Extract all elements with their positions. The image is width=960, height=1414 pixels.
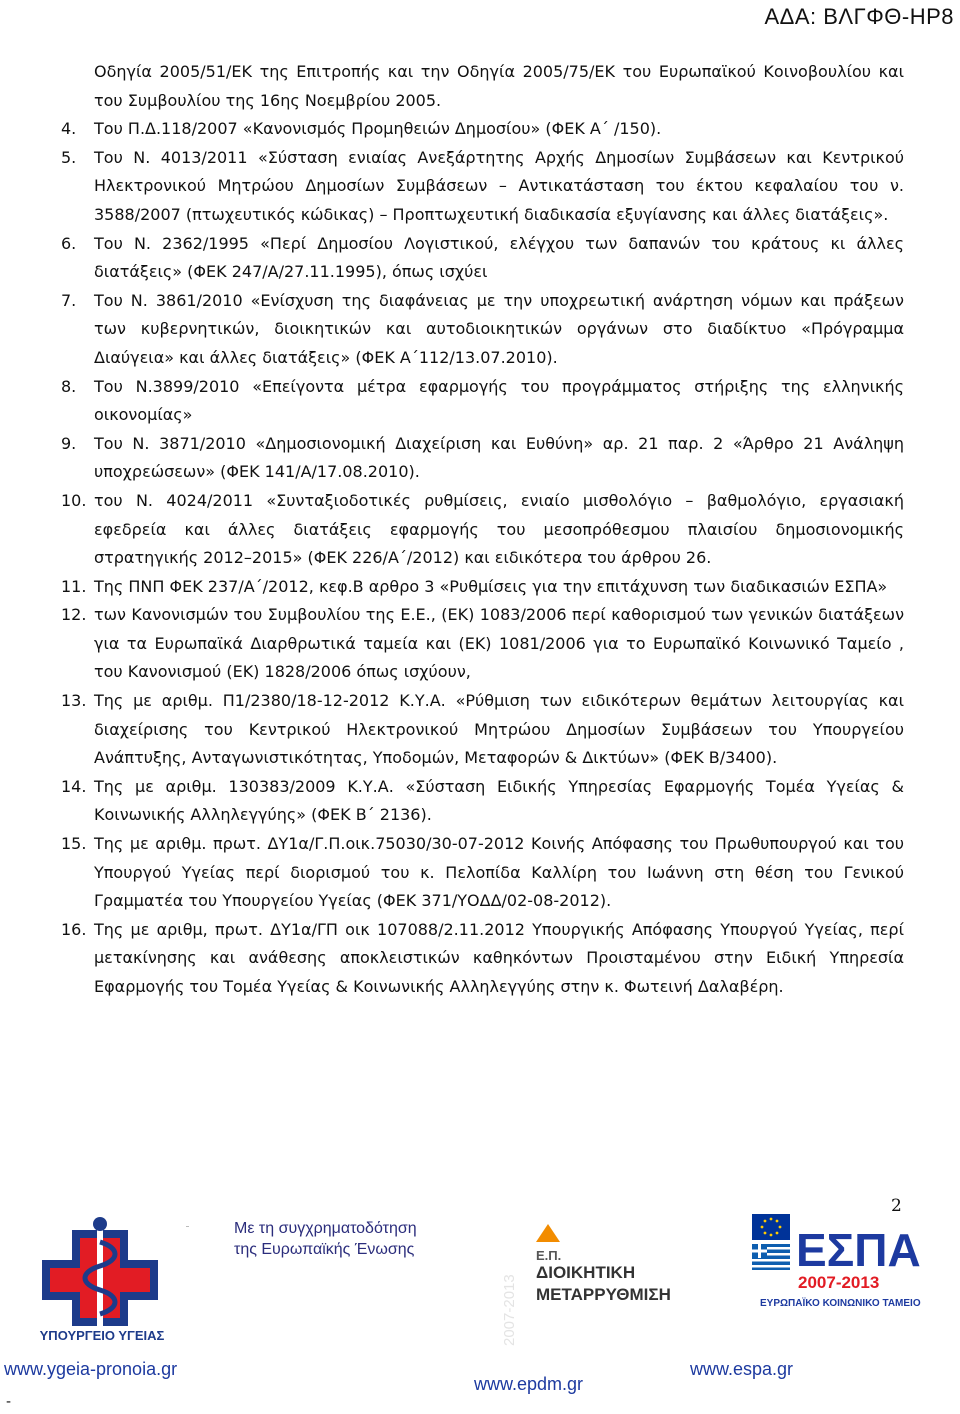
list-item-number: 6. <box>61 233 77 253</box>
espa-years: 2007-2013 <box>798 1273 880 1292</box>
espa-fund: ΕΥΡΩΠΑΪΚΟ ΚΟΙΝΩΝΙΚΟ ΤΑΜΕΙΟ <box>760 1298 921 1309</box>
list-item <box>0 144 960 230</box>
list-item-text: του Ν. 4024/2011 «Συνταξιοδοτικές ρυθμίσεις, ενιαίο μισθολόγιο – βαθμολόγιο, εργασιακή εφεδρεία και άλλες διατάξεις εφαρμογής του μεσοπρόθεσμου πλαισίου δημοσιονομικής στρατηγικής 2012–2015» (ΦΕΚ 226/Α΄/2012) και ειδικότερα του άρθρου 26. <box>94 490 904 568</box>
list-item <box>0 687 960 773</box>
list-item-text: Του Ν. 3871/2010 «Δημοσιονομική Διαχείριση και Ευθύνη» αρ. 21 παρ. 2 «Άρθρο 21 Ανάληψη υποχρεώσεων» (ΦΕΚ 141/Α/17.08.2010). <box>94 433 904 482</box>
list-item-number: 14. <box>61 776 87 796</box>
list-item-text: Του Ν.3899/2010 «Επείγοντα μέτρα εφαρμογής του προγράμματος στήριξης της ελληνικής οικονομίας» <box>94 376 904 425</box>
list-item-number: 16. <box>61 919 87 939</box>
list-item-text: Της με αριθμ. 130383/2009 Κ.Υ.Α. «Σύσταση Ειδικής Υπηρεσίας Εφαρμογής Τομέα Υγείας & Κοινωνικής Αλληλεγγύης» (ΦΕΚ Β΄ 2136). <box>94 776 904 825</box>
ministry-of-health-logo <box>14 1212 186 1352</box>
list-item-number: 12. <box>61 605 87 625</box>
list-item <box>0 601 960 687</box>
document-body <box>0 58 960 1002</box>
list-item-number: 9. <box>61 433 77 453</box>
list-item-number: 15. <box>61 834 87 854</box>
list-item <box>0 287 960 373</box>
espa-title: ΕΣΠΑ <box>796 1224 921 1276</box>
list-item-text: Της με αριθμ, πρωτ. ΔΥ1α/ΓΠ οικ 107088/2.11.2012 Υπουργικής Απόφασης Υπουργού Υγείας, περί μετακίνησης και ανάθεσης αποκλειστικών καθηκόντων Προισταμένου στην Ειδική Υπηρεσία Εφαρμογής του Τομέα Υγείας & Κοινωνικής Αλληλεγγύης στην κ. Φωτεινή Δαλαβέρη. <box>94 919 904 996</box>
cofunding-text <box>234 1218 417 1260</box>
list-item-text: Του Ν. 4013/2011 «Σύσταση ενιαίας Ανεξάρτητης Αρχής Δημοσίων Συμβάσεων και Κεντρικού Ηλεκτρονικού Μητρώου Δημοσίων Συμβάσεων – Αντικατάσταση του έκτου κεφαλαίου του ν. 3588/2007 (πτωχευτικός κώδικας) – Προπτωχευτική διαδικασία εξυγίανσης και άλλες διατάξεις». <box>94 147 904 224</box>
list-item-text: Της με αριθμ. πρωτ. ΔΥ1α/Γ.Π.οικ.75030/30-07-2012 Κοινής Απόφασης του Πρωθυπουργού και του Υπουργού Υγείας περί διορισμού του κ. Πελοπίδα Καλλίρη του Ιωάννη στη θέση του Γενικού Γραμματέα του Υπουργείου Υγείας (ΦΕΚ 371/ΥΟΔΔ/02-08-2012). <box>94 834 904 911</box>
list-item-number: 13. <box>61 691 87 711</box>
epdm-link[interactable]: www.epdm.gr <box>474 1374 584 1394</box>
list-item <box>0 487 960 573</box>
espa-link[interactable]: www.espa.gr <box>690 1359 794 1379</box>
list-item <box>0 58 960 115</box>
list-item-number: 5. <box>61 147 77 167</box>
cofunding-line-2: της Ευρωπαϊκής Ένωσης <box>234 1241 415 1258</box>
espa-logo <box>752 1214 928 1364</box>
list-item <box>0 373 960 430</box>
dm-line-2: ΜΕΤΑΡΡΥΘΜΙΣΗ <box>536 1285 671 1304</box>
caduceus-cross-icon <box>14 1212 186 1328</box>
list-item <box>0 230 960 287</box>
list-item-text: Του Ν. 2362/1995 «Περί Δημοσίου Λογιστικού, ελέγχου των δαπανών του κράτους κι άλλες διατάξεις» (ΦΕΚ 247/Α/27.11.1995), όπως ισχύει <box>94 233 904 282</box>
list-item <box>0 830 960 916</box>
list-item-text: των Κανονισμών του Συμβουλίου της Ε.Ε., (ΕΚ) 1083/2006 περί καθορισμού των γενικών διατάξεων για τα Ευρωπαϊκά Διαρθρωτικά ταμεία και (ΕΚ) 1081/2006 για το Ευρωπαϊκό Κοινωνικό Ταμείο , του Κανονισμού (ΕΚ) 1828/2006 όπως ισχύουν, <box>94 605 904 682</box>
footer-dash: - <box>6 1394 12 1410</box>
list-item-text: Της ΠΝΠ ΦΕΚ 237/Α΄/2012, κεφ.Β αρθρο 3 «Ρυθμίσεις για την επιτάχυνση των διαδικασιών ΕΣΠΑ» <box>94 576 888 596</box>
list-item <box>0 430 960 487</box>
list-item-text: Της με αριθμ. Π1/2380/18-12-2012 Κ.Υ.Α. «Ρύθμιση των ειδικότερων θεμάτων λειτουργίας και διαχείρισης του Κεντρικού Ηλεκτρονικού Μητρώου Δημοσίων Συμβάσεων του Υπουργείου Ανάπτυξης, Ανταγωνιστικότητας, Υποδομών, Μεταφορών & Δικτύων» (ΦΕΚ Β/3400). <box>94 691 904 768</box>
ministry-caption: ΥΠΟΥΡΓΕΙΟ ΥΓΕΙΑΣ <box>39 1328 165 1343</box>
dm-triangle-icon <box>536 1224 560 1242</box>
dm-line-1: ΔΙΟΙΚΗΤΙΚΗ <box>536 1263 636 1282</box>
list-item-number: 11. <box>61 576 87 596</box>
cofunding-line-1: Με τη συγχρηματοδότηση <box>234 1220 417 1237</box>
list-item-number: 8. <box>61 376 77 396</box>
dm-side-years: 2007-2013 <box>501 1274 518 1346</box>
ygeia-pronoia-link[interactable]: www.ygeia-pronoia.gr <box>4 1359 178 1379</box>
list-item-number: 7. <box>61 290 77 310</box>
page-number: 2 <box>891 1196 902 1216</box>
list-item <box>0 573 960 602</box>
list-item-text: Οδηγία 2005/51/ΕΚ της Επιτροπής και την Οδηγία 2005/75/ΕΚ του Ευρωπαϊκού Κοινοβουλίου και του Συμβουλίου της 16ης Νοεμβρίου 2005. <box>94 62 904 110</box>
list-item-number: 4. <box>61 119 77 139</box>
list-item <box>0 916 960 1002</box>
dm-ep-label: Ε.Π. <box>536 1248 562 1263</box>
administrative-reform-logo <box>496 1216 696 1366</box>
list-item-text: Του Π.Δ.118/2007 «Κανονισμός Προμηθειών Δημοσίου» (ΦΕΚ Α΄ /150). <box>94 119 662 139</box>
list-item <box>0 773 960 830</box>
list-item <box>0 115 960 144</box>
list-item-number: 10. <box>61 490 87 510</box>
list-item-text: Του Ν. 3861/2010 «Ενίσχυση της διαφάνειας με την υποχρεωτική ανάρτηση νόμων και πράξεων των κυβερνητικών, διοικητικών και αυτοδιοικητικών οργάνων στο διαδίκτυο «Πρόγραμμα Διαύγεια» και άλλες διατάξεις» (ΦΕΚ Α΄112/13.07.2010). <box>94 290 904 367</box>
ada-code: ΑΔΑ: ΒΛΓΦΘ-ΗΡ8 <box>764 4 954 29</box>
